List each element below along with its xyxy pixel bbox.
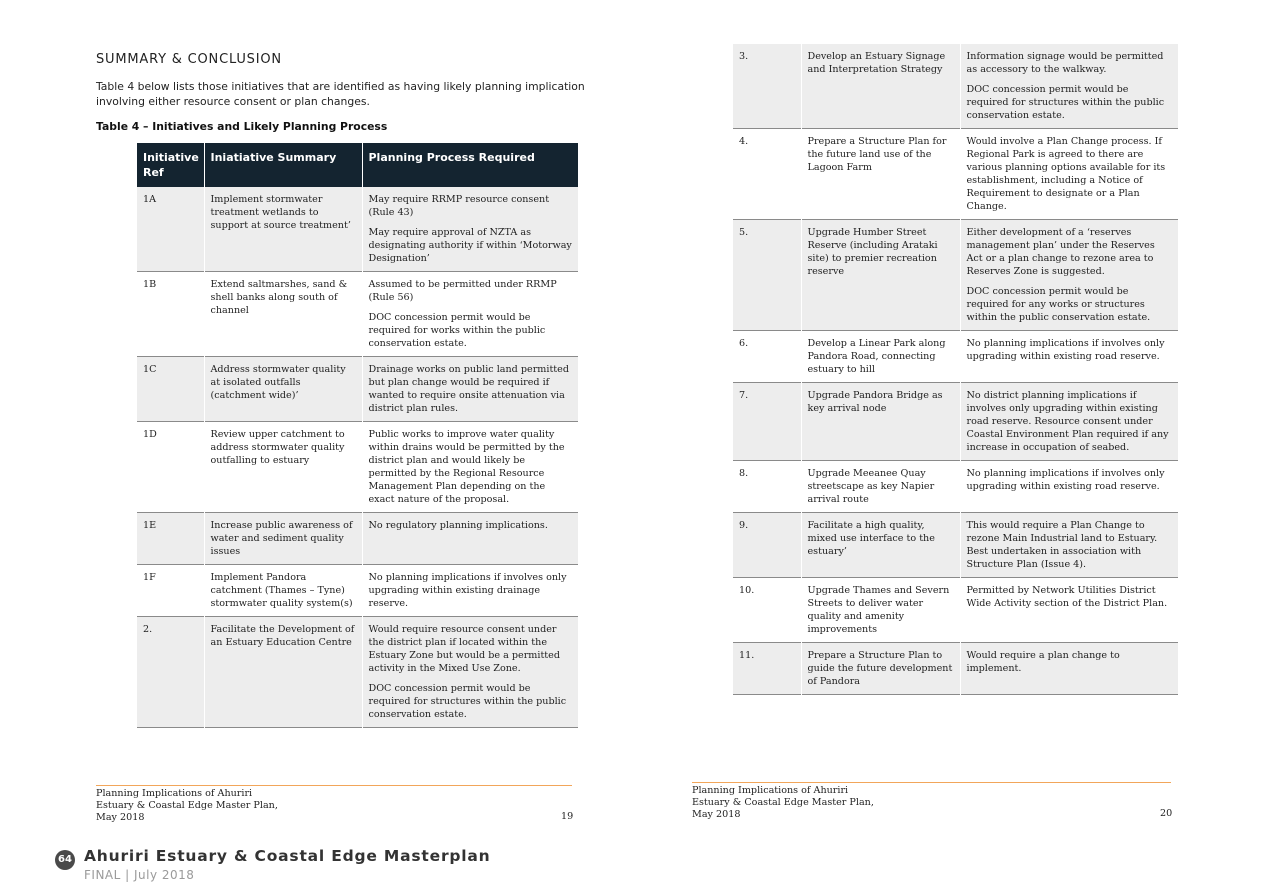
page-number: 20	[1160, 808, 1173, 819]
planning-process	[960, 129, 1178, 220]
initiative-summary: Facilitate the Development of an Estuary Education Centre	[204, 617, 362, 728]
planning-process	[960, 578, 1178, 643]
footer-line: Planning Implications of Ahuriri	[96, 788, 253, 799]
planning-process-paragraph: Drainage works on public land permitted but plan change would be required if wanted to require onsite attenuation via district plan rules.	[368, 364, 569, 414]
table-row	[137, 187, 578, 272]
table-row	[733, 129, 1178, 220]
initiative-summary: Upgrade Humber Street Reserve (including Arataki site) to premier recreation reserve	[801, 220, 960, 331]
planning-process	[960, 220, 1178, 331]
footer-line: May 2018	[96, 812, 145, 823]
initiative-summary: Prepare a Structure Plan for the future land use of the Lagoon Farm	[801, 129, 960, 220]
planning-process-paragraph: Assumed to be permitted under RRMP (Rule 56)	[368, 279, 557, 303]
planning-process-paragraph: May require approval of NZTA as designating authority if within ‘Motorway Designation’	[368, 227, 572, 264]
footer-text	[692, 785, 874, 821]
planning-process-paragraph: DOC concession permit would be required for structures within the public conservation estate.	[966, 84, 1165, 121]
document-title: Ahuriri Estuary & Coastal Edge Masterplan	[84, 847, 491, 865]
initiative-summary: Prepare a Structure Plan to guide the future development of Pandora	[801, 643, 960, 695]
initiatives-table	[137, 143, 578, 728]
initiative-ref: 6.	[739, 338, 749, 349]
table-row	[137, 617, 578, 728]
planning-process-paragraph: DOC concession permit would be required for works within the public conservation estate.	[368, 312, 546, 349]
planning-process-paragraph: Public works to improve water quality within drains would be permitted by the district plan and would likely be permitted by the Regional Resource Management Plan depending on the exact nature of the proposal.	[368, 429, 565, 505]
footer-text	[96, 788, 278, 824]
footer-line: May 2018	[692, 809, 741, 820]
planning-process-paragraph: Would involve a Plan Change process. If Regional Park is agreed to there are various planning options available for its establishment, including a Notice of Requirement to designate or a Plan Change.	[966, 136, 1166, 212]
planning-process-paragraph: No district planning implications if involves only upgrading within existing road reserve. Resource consent under Coastal Environment Plan required if any increase in occupation of seabed.	[966, 390, 1169, 453]
table-body	[733, 44, 1178, 695]
table-row	[137, 272, 578, 357]
planning-process	[362, 357, 578, 422]
initiative-ref: 3.	[739, 51, 749, 62]
initiative-summary: Upgrade Thames and Severn Streets to deliver water quality and amenity improvements	[801, 578, 960, 643]
table-row	[137, 422, 578, 513]
planning-process	[960, 643, 1178, 695]
planning-process-paragraph: No planning implications if involves only upgrading within existing road reserve.	[966, 468, 1165, 492]
page-number: 19	[561, 811, 574, 822]
initiative-ref: 8.	[739, 468, 749, 479]
planning-process	[362, 272, 578, 357]
planning-process-paragraph: No regulatory planning implications.	[368, 520, 548, 531]
planning-process-paragraph: May require RRMP resource consent (Rule 43)	[368, 194, 550, 218]
planning-process-paragraph: Permitted by Network Utilities District Wide Activity section of the District Plan.	[966, 585, 1168, 609]
table-body	[137, 187, 578, 728]
intro-paragraph: Table 4 below lists those initiatives that are identified as having likely planning implication involving either resource consent or plan changes.	[96, 80, 585, 108]
initiative-summary: Increase public awareness of water and sediment quality issues	[204, 513, 362, 565]
footer-rule	[692, 782, 1171, 783]
planning-process	[960, 513, 1178, 578]
footer-rule	[96, 785, 572, 786]
initiative-ref: 1D	[143, 429, 157, 440]
initiative-ref: 11.	[739, 650, 755, 661]
initiative-ref: 1C	[143, 364, 157, 375]
initiative-ref: 1A	[143, 194, 157, 205]
initiative-summary: Implement stormwater treatment wetlands to support at source treatment’	[204, 187, 362, 272]
initiative-summary: Implement Pandora catchment (Thames – Tyne) stormwater quality system(s)	[204, 565, 362, 617]
planning-process	[960, 331, 1178, 383]
header-planning-process: Planning Process Required	[362, 143, 578, 187]
planning-process	[362, 422, 578, 513]
planning-process-paragraph: This would require a Plan Change to rezone Main Industrial land to Estuary. Best undertaken in association with Structure Plan (Issue 4).	[966, 520, 1158, 570]
table-row	[733, 331, 1178, 383]
initiative-summary: Review upper catchment to address stormwater quality outfalling to estuary	[204, 422, 362, 513]
table-row	[137, 565, 578, 617]
document-page-badge: 64	[55, 850, 75, 870]
document-subtitle: FINAL | July 2018	[84, 868, 195, 882]
footer-line: Estuary & Coastal Edge Master Plan,	[96, 800, 278, 811]
header-initiative-summary: Iniatiative Summary	[204, 143, 362, 187]
table-row	[733, 220, 1178, 331]
initiative-summary: Upgrade Meeanee Quay streetscape as key Napier arrival route	[801, 461, 960, 513]
table-row	[733, 383, 1178, 461]
initiative-summary: Facilitate a high quality, mixed use interface to the estuary’	[801, 513, 960, 578]
footer-line: Planning Implications of Ahuriri	[692, 785, 849, 796]
initiative-ref: 10.	[739, 585, 755, 596]
planning-process-paragraph: No planning implications if involves only upgrading within existing drainage reserve.	[368, 572, 567, 609]
initiative-ref: 4.	[739, 136, 749, 147]
initiative-summary: Develop an Estuary Signage and Interpretation Strategy	[801, 44, 960, 129]
table-row	[733, 44, 1178, 129]
planning-process-paragraph: Information signage would be permitted as accessory to the walkway.	[966, 51, 1164, 75]
table-row	[733, 513, 1178, 578]
initiative-summary: Develop a Linear Park along Pandora Road, connecting estuary to hill	[801, 331, 960, 383]
header-initiative-ref: Initiative Ref	[137, 143, 204, 187]
planning-process-paragraph: Would require a plan change to implement.	[966, 650, 1120, 674]
planning-process-paragraph: No planning implications if involves only upgrading within existing road reserve.	[966, 338, 1165, 362]
initiative-summary: Extend saltmarshes, sand & shell banks along south of channel	[204, 272, 362, 357]
table-row	[137, 357, 578, 422]
table-header-row	[137, 143, 578, 187]
planning-process	[362, 565, 578, 617]
initiative-summary: Upgrade Pandora Bridge as key arrival node	[801, 383, 960, 461]
planning-process-paragraph: Either development of a ‘reserves management plan’ under the Reserves Act or a plan change to rezone area to Reserves Zone is suggested.	[966, 227, 1155, 277]
initiative-ref: 7.	[739, 390, 749, 401]
initiative-ref: 9.	[739, 520, 749, 531]
table-row	[733, 643, 1178, 695]
initiative-summary: Address stormwater quality at isolated outfalls (catchment wide)’	[204, 357, 362, 422]
left-page	[0, 0, 640, 840]
section-title: SUMMARY & CONCLUSION	[96, 52, 282, 67]
initiative-ref: 1E	[143, 520, 157, 531]
planning-process	[362, 513, 578, 565]
right-page	[640, 0, 1277, 840]
table-row	[733, 461, 1178, 513]
table-caption: Table 4 – Initiatives and Likely Planning Process	[96, 120, 388, 133]
initiative-ref: 5.	[739, 227, 749, 238]
initiatives-table-continued	[733, 44, 1178, 695]
planning-process-paragraph: DOC concession permit would be required for any works or structures within the public conservation estate.	[966, 286, 1151, 323]
planning-process	[362, 617, 578, 728]
planning-process	[960, 383, 1178, 461]
planning-process	[362, 187, 578, 272]
initiative-ref: 1B	[143, 279, 157, 290]
planning-process-paragraph: DOC concession permit would be required for structures within the public conservation estate.	[368, 683, 567, 720]
table-row	[733, 578, 1178, 643]
planning-process	[960, 44, 1178, 129]
footer-line: Estuary & Coastal Edge Master Plan,	[692, 797, 874, 808]
table-row	[137, 513, 578, 565]
planning-process	[960, 461, 1178, 513]
initiative-ref: 1F	[143, 572, 156, 583]
initiative-ref: 2.	[143, 624, 153, 635]
planning-process-paragraph: Would require resource consent under the district plan if located within the Estuary Zone but would be a permitted activity in the Mixed Use Zone.	[368, 624, 560, 674]
